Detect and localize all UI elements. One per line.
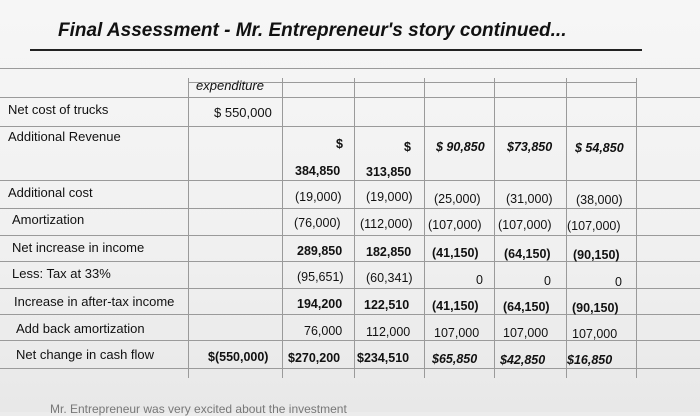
revenue-c1-value: 384,850 bbox=[295, 164, 341, 178]
add-back-c1: 76,000 bbox=[304, 324, 343, 338]
after-tax-c1: 194,200 bbox=[297, 297, 343, 311]
revenue-c2-symbol: $ bbox=[404, 140, 411, 154]
net-change-c3: $65,850 bbox=[432, 352, 478, 366]
net-increase-c4: (64,150) bbox=[504, 247, 551, 261]
row-divider bbox=[0, 68, 700, 69]
tax-c4: 0 bbox=[544, 274, 551, 288]
cash-flow-table bbox=[0, 68, 700, 378]
column-divider bbox=[424, 78, 425, 378]
net-change-c1: $270,200 bbox=[288, 351, 341, 365]
row-divider bbox=[0, 288, 700, 289]
add-back-c2: 112,000 bbox=[366, 325, 411, 339]
column-divider bbox=[354, 78, 355, 378]
additional-cost-c5: (38,000) bbox=[576, 193, 623, 207]
row-divider bbox=[0, 208, 700, 209]
after-tax-c2: 122,510 bbox=[364, 298, 410, 312]
net-increase-c1: 289,850 bbox=[297, 244, 343, 258]
revenue-c1-symbol: $ bbox=[336, 137, 343, 151]
add-back-c5: 107,000 bbox=[572, 327, 618, 341]
additional-cost-c2: (19,000) bbox=[366, 190, 413, 204]
row-label-add-back: Add back amortization bbox=[16, 321, 145, 336]
net-increase-c5: (90,150) bbox=[573, 248, 620, 262]
revenue-c3: $ 90,850 bbox=[436, 140, 485, 154]
row-label-net-cost: Net cost of trucks bbox=[8, 102, 109, 117]
additional-cost-c1: (19,000) bbox=[295, 190, 342, 204]
column-divider bbox=[188, 78, 189, 378]
page-title: Final Assessment - Mr. Entrepreneur's story continued... bbox=[58, 20, 567, 41]
row-label-after-tax: Increase in after-tax income bbox=[14, 294, 175, 309]
tax-c3: 0 bbox=[476, 273, 483, 287]
row-divider bbox=[0, 126, 700, 127]
row-label-tax: Less: Tax at 33% bbox=[12, 266, 111, 281]
after-tax-c3: (41,150) bbox=[432, 299, 479, 313]
expenditure-header: expenditure bbox=[196, 78, 264, 93]
amortization-c5: (107,000) bbox=[567, 219, 621, 233]
tax-c2: (60,341) bbox=[366, 271, 413, 285]
amortization-c4: (107,000) bbox=[498, 218, 552, 232]
revenue-c2-value: 313,850 bbox=[366, 165, 412, 179]
after-tax-c5: (90,150) bbox=[572, 301, 619, 315]
after-tax-c4: (64,150) bbox=[503, 300, 550, 314]
net-change-c0: $(550,000) bbox=[208, 350, 269, 364]
net-increase-c2: 182,850 bbox=[366, 245, 412, 259]
revenue-c5: $ 54,850 bbox=[575, 141, 624, 155]
row-divider bbox=[0, 368, 700, 369]
row-divider bbox=[0, 180, 700, 181]
title-underline bbox=[30, 49, 642, 51]
amortization-c2: (112,000) bbox=[360, 217, 413, 231]
additional-cost-c3: (25,000) bbox=[434, 192, 481, 206]
row-label-net-increase: Net increase in income bbox=[12, 240, 145, 255]
tax-c5: 0 bbox=[615, 275, 622, 289]
revenue-c4: $73,850 bbox=[507, 140, 553, 154]
footer-text: Mr. Entrepreneur was very excited about the investment bbox=[50, 402, 347, 416]
net-change-c5: $16,850 bbox=[567, 353, 613, 367]
net-increase-c3: (41,150) bbox=[432, 246, 479, 260]
row-label-additional-revenue: Additional Revenue bbox=[8, 129, 121, 144]
amortization-c1: (76,000) bbox=[294, 216, 341, 230]
column-divider bbox=[636, 78, 637, 378]
tax-c1: (95,651) bbox=[297, 270, 344, 284]
amortization-c3: (107,000) bbox=[428, 218, 482, 232]
net-change-c4: $42,850 bbox=[500, 353, 546, 367]
row-divider bbox=[0, 235, 700, 236]
column-divider bbox=[282, 78, 283, 378]
add-back-c4: 107,000 bbox=[503, 326, 549, 340]
row-label-net-change: Net change in cash flow bbox=[16, 347, 155, 362]
add-back-c3: 107,000 bbox=[434, 326, 480, 340]
expenditure-value: $ 550,000 bbox=[214, 105, 272, 120]
additional-cost-c4: (31,000) bbox=[506, 192, 553, 206]
row-label-additional-cost: Additional cost bbox=[8, 185, 93, 200]
net-change-c2: $234,510 bbox=[357, 351, 410, 365]
row-divider bbox=[0, 97, 700, 98]
row-label-amortization: Amortization bbox=[12, 212, 85, 227]
column-divider bbox=[494, 78, 495, 378]
